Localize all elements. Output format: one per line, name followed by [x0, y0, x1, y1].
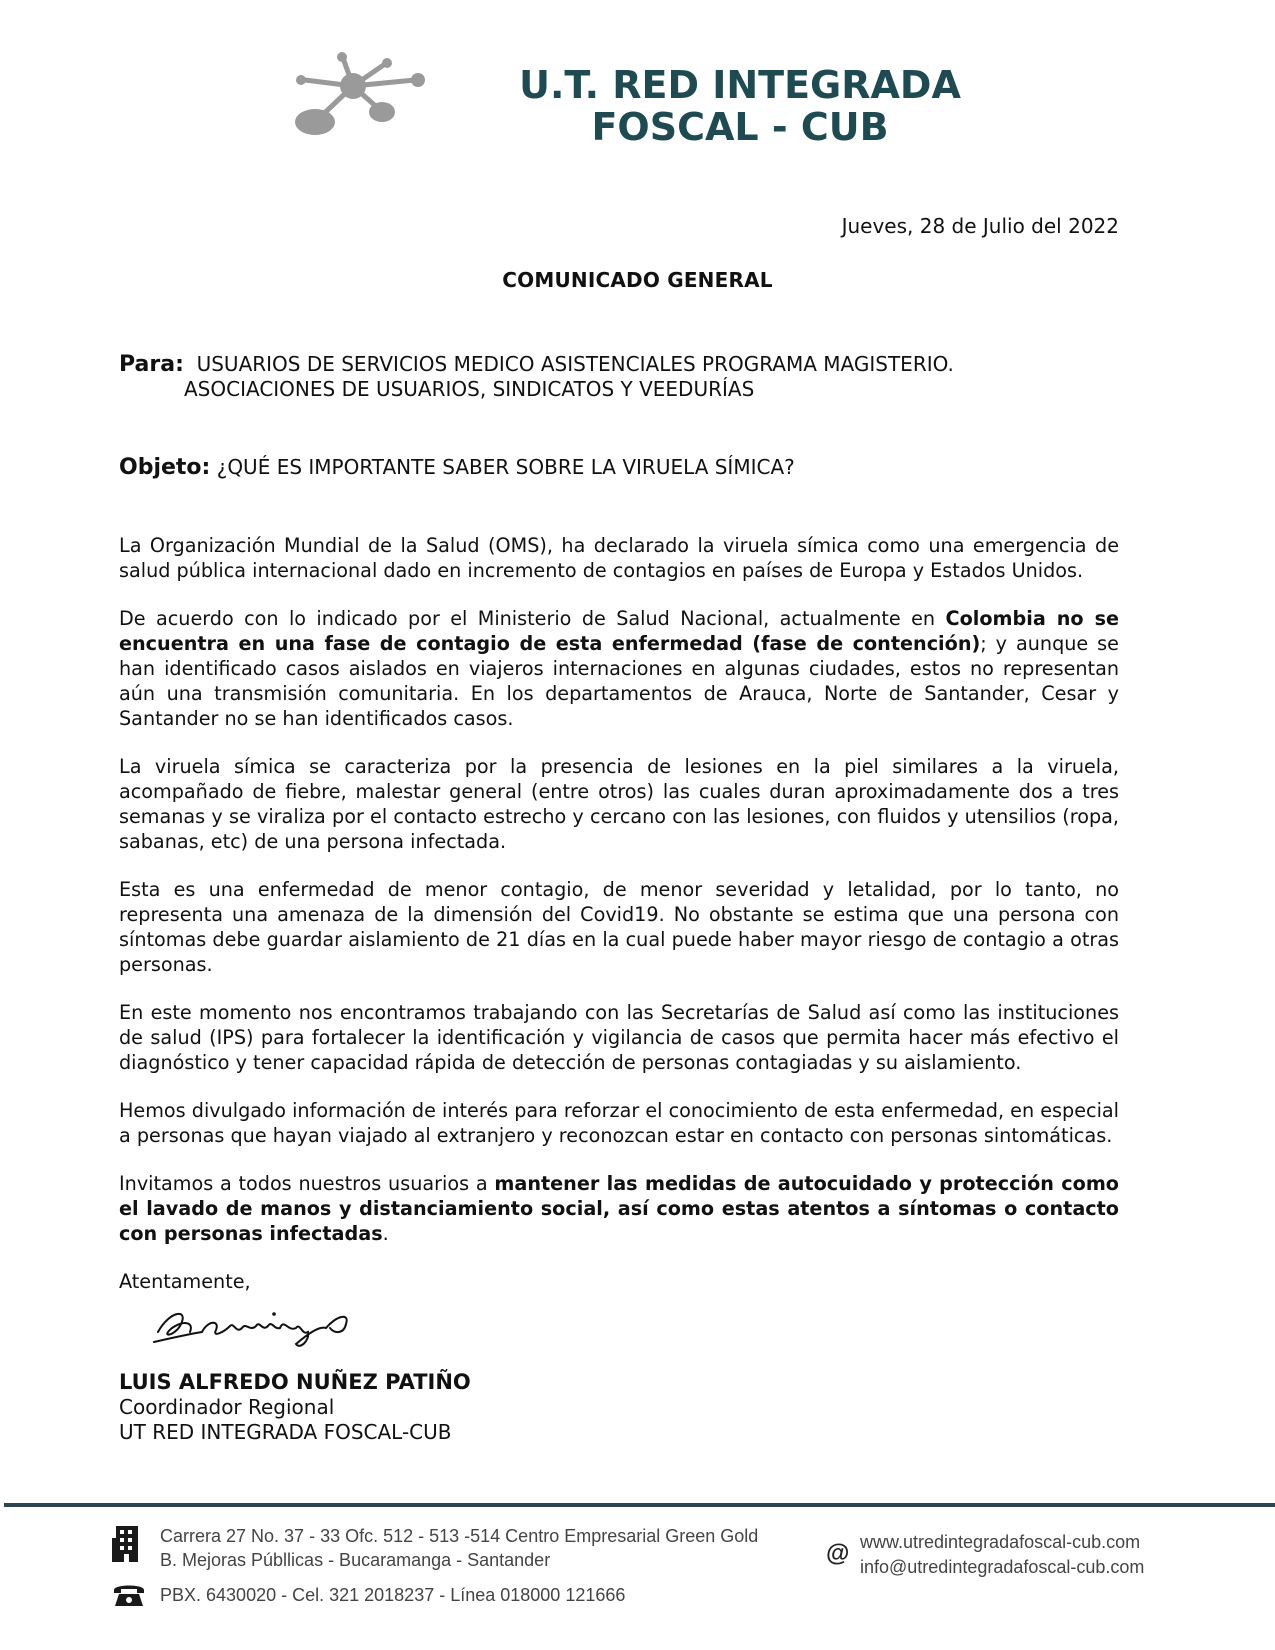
- footer-address-line1: Carrera 27 No. 37 - 33 Ofc. 512 - 513 -514 Centro Empresarial Green Gold: [160, 1526, 759, 1546]
- subject-text: ¿QUÉ ES IMPORTANTE SABER SOBRE LA VIRUELA SÍMICA?: [216, 455, 795, 479]
- organization-title-line2: FOSCAL - CUB: [591, 105, 889, 149]
- recipients-label: Para:: [119, 352, 184, 377]
- recipients-line2: ASOCIACIONES DE USUARIOS, SINDICATOS Y VEEDURÍAS: [184, 377, 755, 401]
- body-paragraph-1: La Organización Mundial de la Salud (OMS), ha declarado la viruela símica como una emergencia de salud pública internacional dado en incremento de contagios en países de Europa y Estados Unidos.: [119, 534, 1119, 582]
- signer-role: Coordinador Regional: [119, 1395, 335, 1419]
- letterhead: [0, 0, 1275, 180]
- footer-website-link[interactable]: www.utredintegradafoscal-cub.com: [860, 1532, 1141, 1552]
- network-logo-icon: [285, 50, 435, 140]
- subject-line: [119, 455, 795, 480]
- footer-phone-numbers: PBX. 6430020 - Cel. 321 2018237 - Línea 018000 121666: [160, 1585, 626, 1605]
- signer-name: LUIS ALFREDO NUÑEZ PATIÑO: [119, 1370, 471, 1394]
- emphasis-colombia-status: Colombia no se encuentra en una fase de contagio de esta enfermedad (fase de contención): [119, 607, 1119, 655]
- footer-address-line2: B. Mejoras Públlicas - Bucaramanga - Santander: [160, 1550, 551, 1570]
- signer-organization: UT RED INTEGRADA FOSCAL-CUB: [119, 1420, 452, 1444]
- body-paragraph-7: Invitamos a todos nuestros usuarios a mantener las medidas de autocuidado y protección como el lavado de manos y distanciamiento social, así como estas atentos a síntomas o contacto con personas infectadas.: [119, 1172, 1119, 1245]
- recipients-block: [119, 352, 954, 402]
- letter-date: Jueves, 28 de Julio del 2022: [841, 214, 1119, 238]
- closing-salutation: Atentamente,: [119, 1270, 251, 1293]
- emphasis-care-measures: mantener las medidas de autocuidado y protección como el lavado de manos y distanciamiento social, así como estas atentos a síntomas o contacto con personas infectadas: [119, 1172, 1119, 1245]
- document-title: COMUNICADO GENERAL: [502, 268, 773, 292]
- at-sign-icon: @: [826, 1540, 850, 1567]
- body-paragraph-6: Hemos divulgado información de interés para reforzar el conocimiento de esta enfermedad, en especial a personas que hayan viajado al extranjero y reconozcan estar en contacto con personas sintomáticas.: [119, 1099, 1119, 1147]
- subject-label: Objeto:: [119, 455, 211, 480]
- letter-body: [119, 533, 1119, 1317]
- signature-block: [119, 1370, 471, 1445]
- organization-title: [500, 64, 980, 148]
- letter-footer: [0, 1510, 1275, 1650]
- body-paragraph-3: La viruela símica se caracteriza por la presencia de lesiones en la piel similares a la viruela, acompañado de fiebre, malestar general (entre otros) las cuales duran aproximadamente dos a tres semanas y se viraliza por el contacto estrecho y cercano con las lesiones, con fluidos y utensilios (ropa, sabanas, etc) de una persona infectada.: [119, 755, 1119, 853]
- telephone-icon: [112, 1582, 146, 1608]
- body-paragraph-5: En este momento nos encontramos trabajando con las Secretarías de Salud así como las instituciones de salud (IPS) para fortalecer la identificación y vigilancia de casos que permita hacer más efectivo el diagnóstico y tener capacidad rápida de detección de personas contagiadas y su aislamiento.: [119, 1001, 1119, 1074]
- footer-email-link[interactable]: info@utredintegradafoscal-cub.com: [860, 1557, 1145, 1577]
- body-paragraph-2: De acuerdo con lo indicado por el Ministerio de Salud Nacional, actualmente en Colombia no se encuentra en una fase de contagio de esta enfermedad (fase de contención); y aunque se han identificado casos aislados en viajeros internaciones en algunas ciudades, estos no representan aún una transmisión comunitaria. En los departamentos de Arauca, Norte de Santander, Cesar y Santander no se han identificados casos.: [119, 607, 1119, 730]
- footer-divider: [4, 1503, 1275, 1507]
- footer-address: [160, 1524, 758, 1572]
- organization-title-line1: U.T. RED INTEGRADA: [519, 63, 961, 107]
- footer-web-contact: [860, 1530, 1144, 1580]
- body-paragraph-4: Esta es una enfermedad de menor contagio, de menor severidad y letalidad, por lo tanto, no representa una amenaza de la dimensión del Covid19. No obstante se estima que una persona con síntomas debe guardar aislamiento de 21 días en la cual puede haber mayor riesgo de contagio a otras personas.: [119, 878, 1119, 976]
- recipients-line1: USUARIOS DE SERVICIOS MEDICO ASISTENCIALES PROGRAMA MAGISTERIO.: [196, 352, 954, 376]
- handwritten-signature: [150, 1292, 390, 1352]
- building-icon: [112, 1524, 142, 1562]
